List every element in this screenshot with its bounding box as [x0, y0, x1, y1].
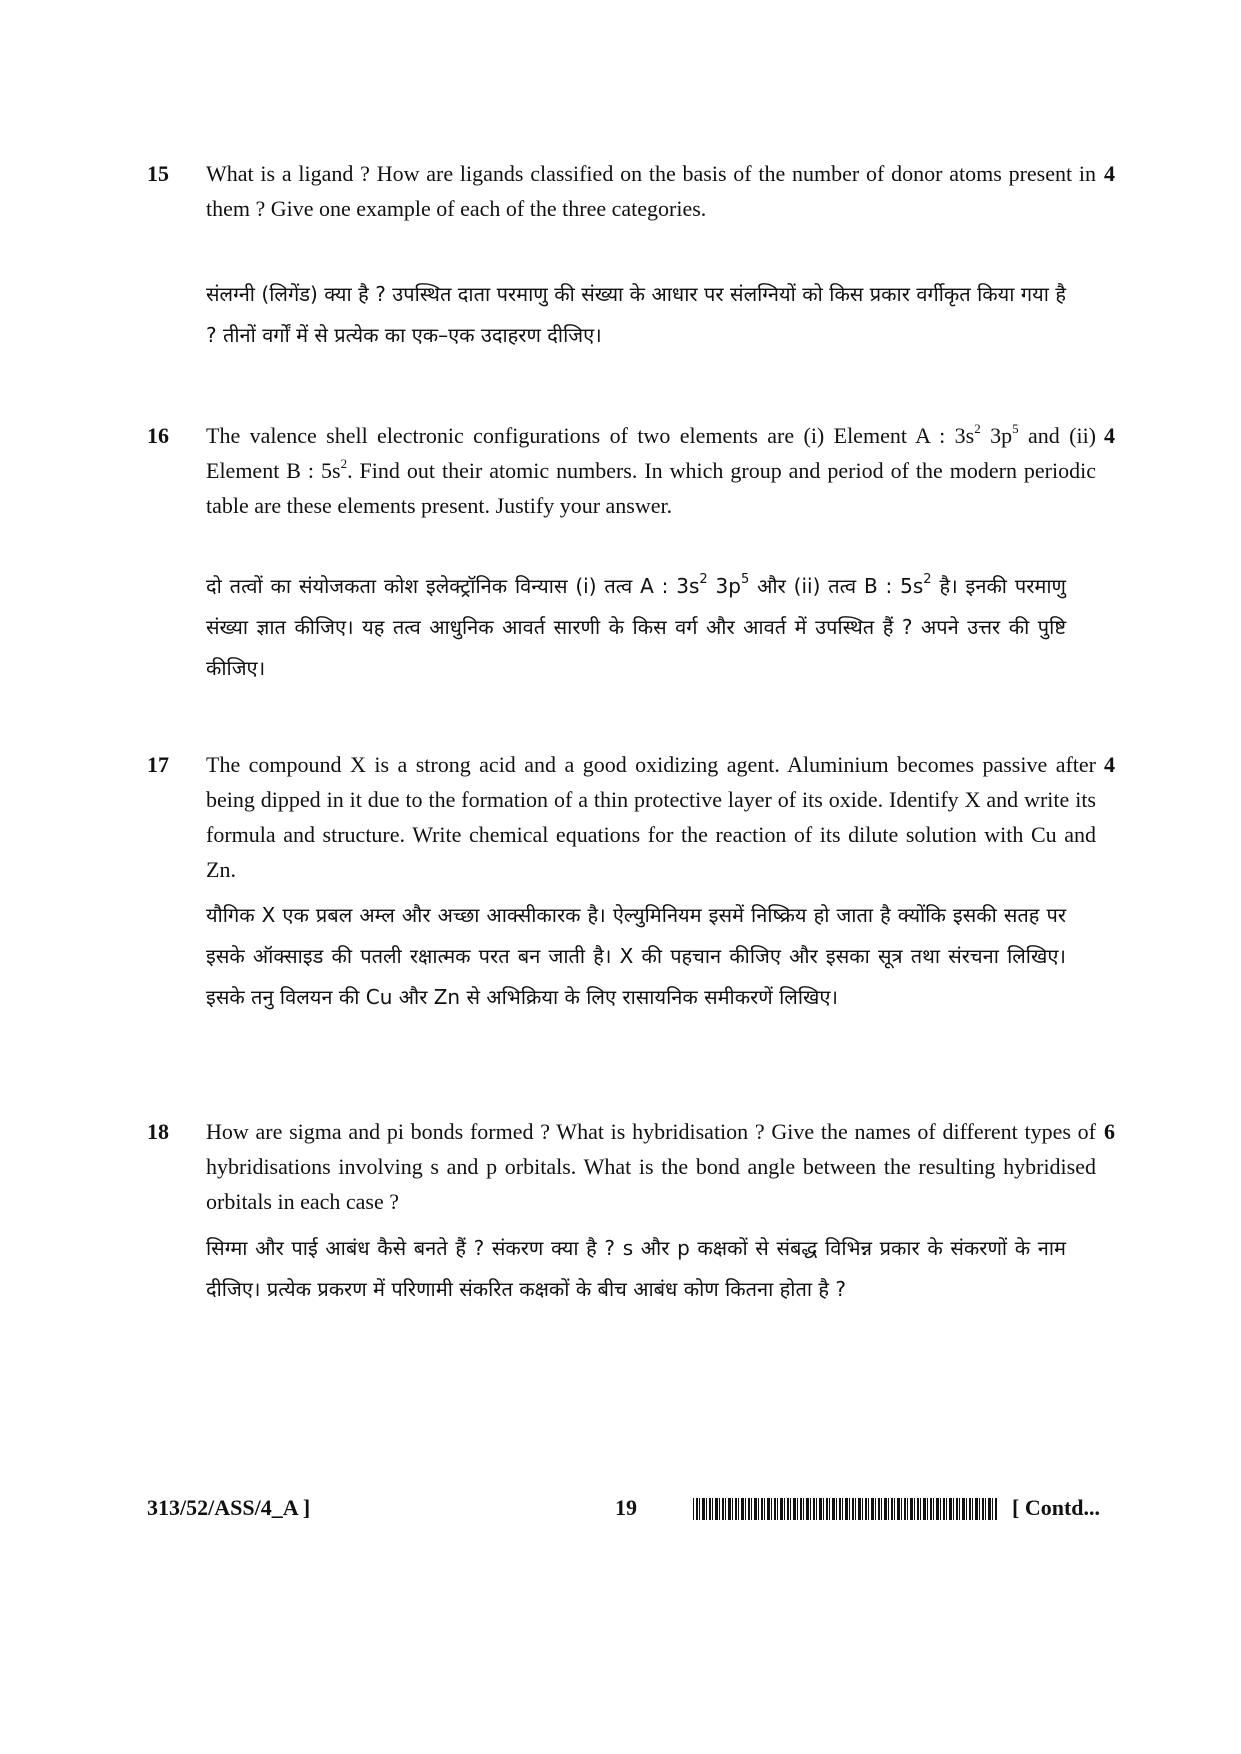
question-text-english: What is a ligand ? How are ligands classified on the basis of the number of donor atoms present in them ? Give one example of each of the three categories.	[206, 161, 1096, 221]
question-number: 15	[147, 161, 169, 186]
question-text-hindi: सिग्मा और पाई आबंध कैसे बनते हैं ? संकरण क्या है ? s और p कक्षकों से संबद्ध विभिन्न प्रकार के संकरणों के नाम दीजिए। प्रत्येक प्रकरण में परिणामी संकरित कक्षकों के बीच आबंध कोण कितना होता है ?	[206, 1236, 1066, 1301]
question-marks: 4	[1104, 423, 1115, 448]
question-marks: 4	[1104, 752, 1115, 777]
question-text-hindi: यौगिक X एक प्रबल अम्ल और अच्छा आक्सीकारक है। ऐल्युमिनियम इसमें निष्क्रिय हो जाता है क्योंकि इसकी सतह पर इसके ऑक्साइड की पतली रक्षात्मक परत बन जाती है। X की पहचान कीजिए और इसका सूत्र तथा संरचना लिखिए। इसके तनु विलयन की Cu और Zn से अभिक्रिया के लिए रासायनिक समीकरणें लिखिए।	[206, 903, 1066, 1009]
question-text-english: How are sigma and pi bonds formed ? What is hybridisation ? Give the names of different types of hybridisations involving s and p orbitals. What is the bond angle between the resulting hybridised orbitals in each case ?	[206, 1119, 1096, 1214]
question-marks: 4	[1104, 161, 1115, 186]
question-number: 16	[147, 423, 169, 448]
question-number: 17	[147, 752, 169, 777]
paper-code: 313/52/ASS/4_A ]	[147, 1495, 311, 1520]
page-number: 19	[615, 1495, 637, 1520]
barcode-icon	[693, 1498, 997, 1520]
question-text-english: The valence shell electronic configurations of two elements are (i) Element A : $3s^2$ $3p^5$ and (ii) Element B : $5s^2$. Find out their atomic numbers. In which group and period of the modern periodic table are these elements present. Justify your answer.	[206, 420, 1097, 518]
page-footer	[0, 1495, 1241, 1529]
continued-label: [ Contd...	[1012, 1495, 1101, 1520]
question-text-english: The compound X is a strong acid and a good oxidizing agent. Aluminium becomes passive after being dipped in it due to the formation of a thin protective layer of its oxide. Identify X and write its formula and structure. Write chemical equations for the reaction of its dilute solution with Cu and Zn.	[206, 752, 1096, 882]
question-text-hindi: दो तत्वों का संयोजकता कोश इलेक्ट्रॉनिक विन्यास (i) तत्व A : $3s^2$ $3p^5$ और (ii) तत्व B : $5s^2$ है। इनकी परमाणु संख्या ज्ञात कीजिए। यह तत्व आधुनिक आवर्त सारणी के किस वर्ग और आवर्त में उपस्थित हैं ? अपने उत्तर की पुष्टि कीजिए।	[206, 572, 1066, 680]
question-number: 18	[147, 1119, 169, 1144]
question-marks: 6	[1104, 1119, 1115, 1144]
question-text-hindi: संलग्नी (लिगेंड) क्या है ? उपस्थित दाता परमाणु की संख्या के आधार पर संलग्नियों को किस प्रकार वर्गीकृत किया गया है ? तीनों वर्गों में से प्रत्येक का एक–एक उदाहरण दीजिए।	[206, 282, 1066, 347]
